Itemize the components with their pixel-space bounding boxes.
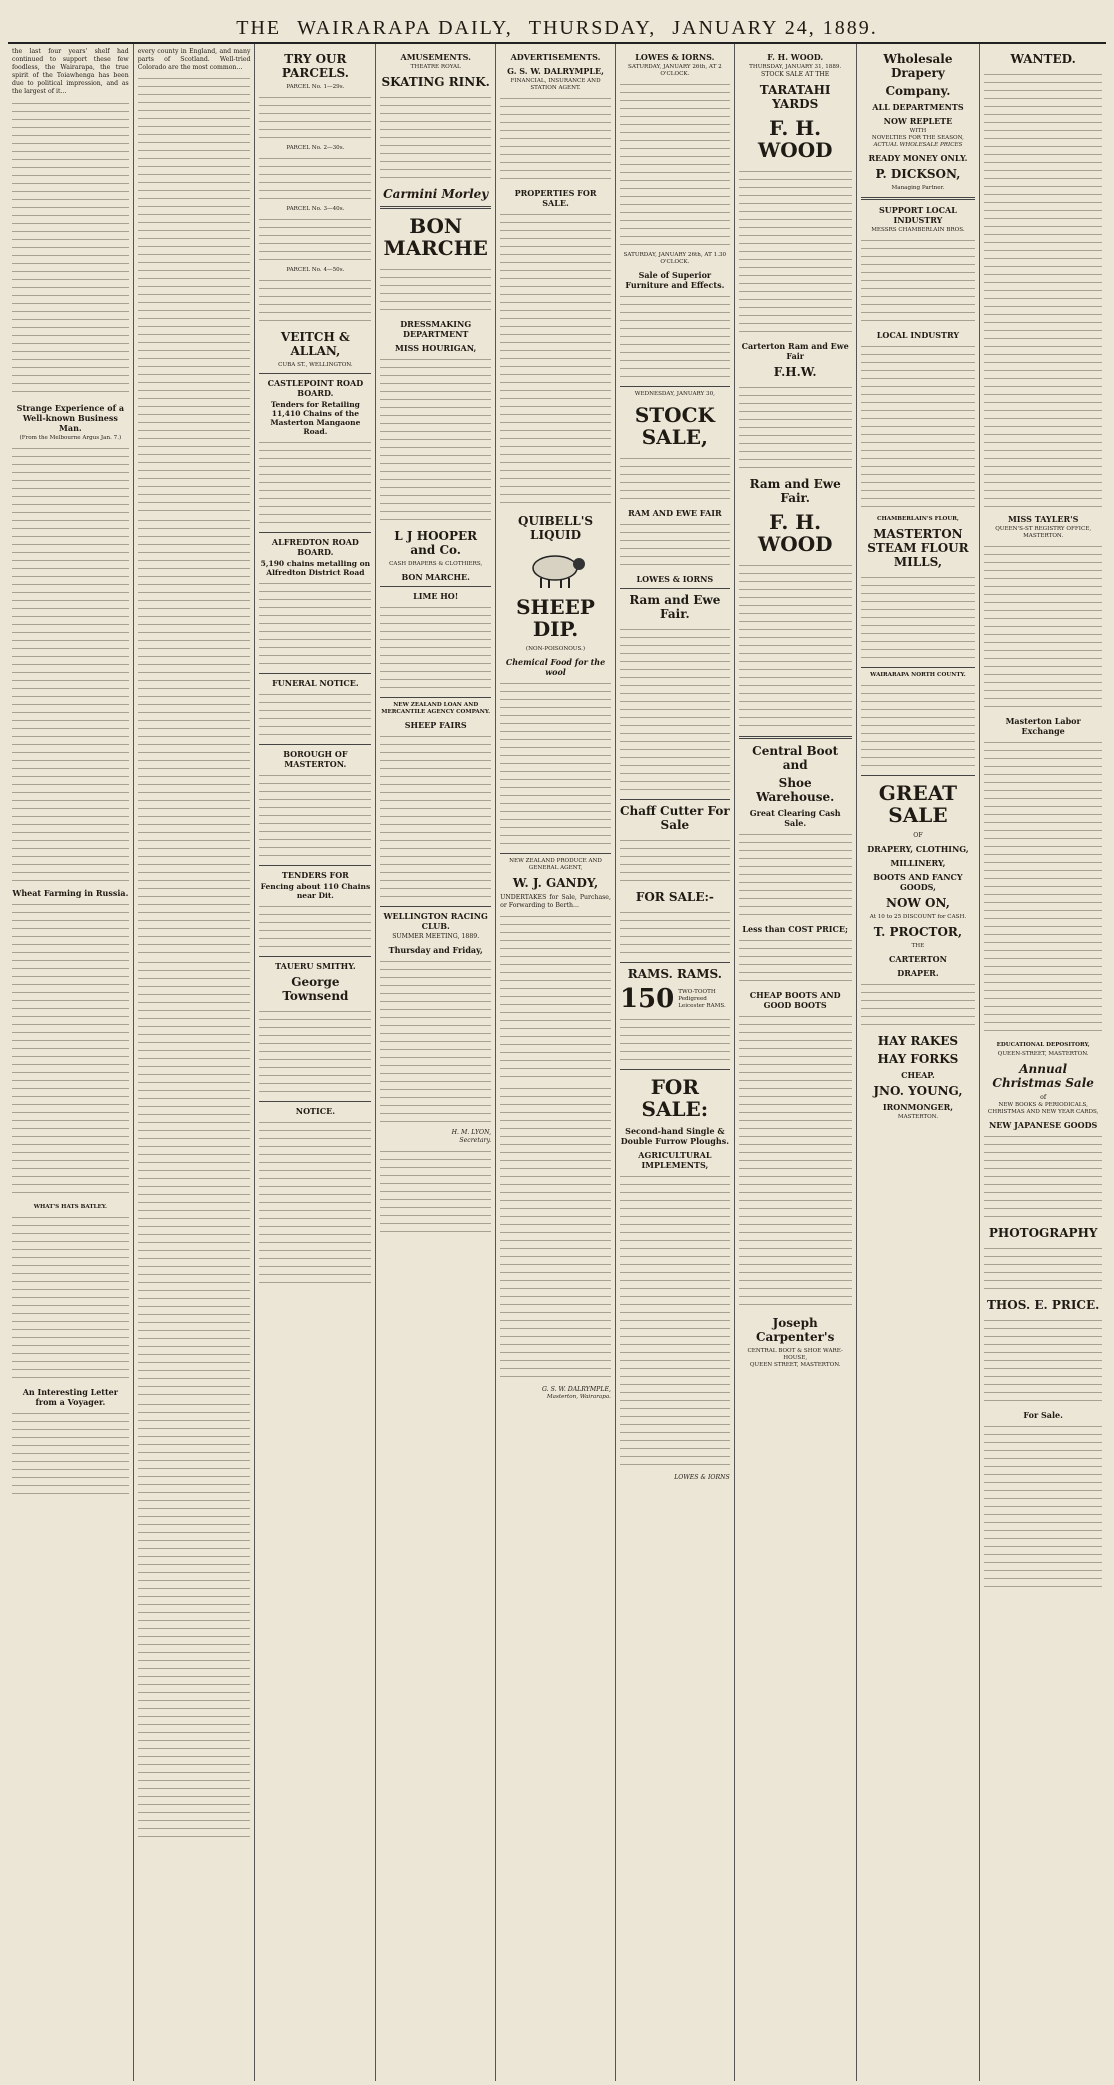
column-9 (980, 44, 1106, 2081)
merchant-trade: IRONMONGER, (882, 1102, 954, 1113)
notice-headline: FUNERAL NOTICE. (272, 678, 359, 688)
tender-title: Tenders for Retailing 11,410 Chains of the Masterton Mangaone Road. (270, 400, 361, 436)
sale-title: FOR SALE:- (635, 890, 714, 904)
article-body (138, 1400, 251, 1840)
classified-listings (984, 1316, 1102, 1406)
ad-body (739, 383, 852, 473)
ad-body (620, 908, 730, 958)
signature: H. M. LYON, (451, 1129, 492, 1137)
ad-line: NEW JAPANESE GOODS (988, 1120, 1098, 1131)
agent-sub: FINANCIAL, INSURANCE AND STATION AGENT. (510, 78, 601, 91)
signature: LOWES & IORNS (674, 1474, 730, 1481)
ad-line: of (1040, 1094, 1047, 1101)
product-note: (NON-POISONOUS.) (525, 646, 586, 652)
parcel-title: PARCEL No. 2—30s. (286, 145, 345, 151)
ad-headline: LOCAL INDUSTRY (876, 330, 960, 340)
rams-count: 150 (619, 984, 675, 1014)
ad-body (380, 732, 491, 902)
ad-body (620, 520, 730, 570)
intro-text: every county in England, and many parts of Scotland. Well-tried Colorado are the most common... (137, 48, 251, 72)
parcel-title: PARCEL No. 4—50s. (286, 267, 345, 273)
rink-title: SKATING RINK. (381, 75, 490, 89)
sale-title: GREAT SALE (878, 781, 958, 827)
person-name: MISS HOURIGAN, (395, 343, 477, 353)
ad-line: BOOTS AND FANCY GOODS, (873, 872, 963, 893)
department-title: DRESSMAKING DEPARTMENT (400, 319, 472, 339)
ad-body (620, 454, 730, 504)
ad-body (984, 1132, 1102, 1222)
sale-title: Chaff Cutter For Sale (619, 804, 730, 832)
article-body (138, 516, 251, 956)
ad-body (739, 1012, 852, 1312)
ad-line: NOW ON, (885, 896, 950, 911)
ad-line: ALL DEPARTMENTS (872, 102, 964, 112)
notice-headline: BOROUGH OF MASTERTON. (283, 749, 348, 769)
fair-title: RAM AND EWE FAIR (628, 508, 722, 518)
notice-headline: CASTLEPOINT ROAD BOARD. (267, 378, 364, 398)
sale-title: RAMS. RAMS. (627, 967, 722, 981)
firm-name: VEITCH & ALLAN, (280, 330, 350, 358)
ad-body (380, 265, 491, 315)
initials: F.H.W. (773, 365, 817, 380)
ad-headline: PHOTOGRAPHY (988, 1226, 1098, 1241)
column-6 (616, 44, 735, 2081)
product-title: SHEEP DIP. (516, 595, 595, 641)
company-name: Wholesale Drapery (883, 52, 953, 80)
ad-body (380, 603, 491, 693)
masthead-day: THURSDAY, (528, 17, 657, 39)
ad-body (861, 342, 976, 512)
ad-headline: SHEEP FAIRS (404, 720, 467, 730)
section-headline: For Sale. (1023, 1410, 1063, 1421)
store-name-2: Shoe Warehouse. (756, 776, 835, 805)
ad-line: MILLINERY, (890, 858, 946, 869)
smith-name: George Townsend (282, 975, 349, 1003)
sale-title: STOCK SALE, (634, 403, 715, 449)
ad-body (861, 236, 976, 326)
sale-date: SATURDAY, JANUARY 26th, AT 1.30 O'CLOCK. (623, 252, 727, 265)
ad-headline: SUPPORT LOCAL INDUSTRY (879, 205, 957, 225)
parcel-contents (259, 154, 371, 204)
ad-body (620, 836, 730, 886)
ad-line: CARTERTON (889, 954, 947, 965)
agent-name: W. J. GANDY, (512, 876, 599, 890)
boots-line: CHEAP BOOTS AND GOOD BOOTS (749, 990, 841, 1011)
product-name: HAY RAKES (877, 1034, 959, 1049)
classified-listings (984, 1422, 1102, 1592)
classified-listings (984, 738, 1102, 1038)
section-headline: AMUSEMENTS. (400, 52, 471, 62)
sale-subtitle: Second-hand Single & Double Furrow Ploughs. (620, 1126, 729, 1146)
fair-title: Ram and Ewe Fair. (629, 593, 721, 621)
store-name: Central Boot and (752, 744, 839, 773)
firm-sub: CASH DRAPERS & CLOTHIERS, (389, 561, 483, 567)
ad-body (380, 1147, 491, 1237)
signature-place: Masterton, Wairarapa. (546, 1394, 611, 1401)
discount-line: At 10 to 25 DISCOUNT for CASH. (869, 914, 967, 921)
column-7 (735, 44, 857, 2081)
sale-date: THURSDAY, JANUARY 31, 1889. (749, 64, 842, 70)
article-body (138, 74, 251, 514)
notice-body (259, 1118, 371, 1288)
auctioneer-name: F. H. WOOD (757, 510, 833, 557)
ad-headline: TRY OUR PARCELS. (281, 52, 349, 80)
sale-date: SATURDAY, JANUARY 26th, AT 2 O'CLOCK. (628, 64, 722, 77)
notice-headline: TAUERU SMITHY. (275, 961, 356, 971)
sale-title: STOCK SALE AT THE (761, 71, 830, 78)
ad-line: CHEAP. (901, 1070, 935, 1081)
ad-line: DRAPER. (897, 968, 939, 979)
depository-address: QUEEN-STREET, MASTERTON. (997, 1051, 1089, 1057)
store-name: BON MARCHE. (401, 572, 470, 582)
performer-name: Carmini Morley (383, 187, 489, 201)
ad-body (620, 1172, 730, 1472)
rams-desc: TWO-TOOTH Pedigreed Leicester RAMS. (678, 988, 726, 1009)
ad-body (380, 93, 491, 183)
ad-line: WITH (909, 128, 927, 134)
notice-headline: NOTICE. (295, 1106, 335, 1116)
store-line: CENTRAL BOOT & SHOE WARE-HOUSE, (747, 1348, 843, 1362)
ad-body (500, 912, 611, 1082)
notice-body (259, 579, 371, 669)
ad-line: NOW REPLETE (883, 116, 953, 126)
article-dateline: (From the Melbourne Argus Jan. 7.) (19, 434, 122, 441)
product-name: HAY FORKS (877, 1052, 959, 1067)
company-name-2: Company. (885, 84, 951, 98)
firm-name: L J HOOPER and Co. (394, 529, 478, 557)
tender-title: 5,190 chains metalling on Alfredton District Road (260, 559, 371, 577)
exchange-name: Masterton Labor Exchange (1005, 716, 1081, 736)
ad-body (739, 830, 852, 920)
fair-title: Ram and Ewe Fair. (749, 477, 841, 506)
classified-listings (984, 70, 1102, 510)
fair-title: Carterton Ram and Ewe Fair (741, 341, 849, 362)
product-tagline: Chemical Food for the wool (505, 657, 606, 677)
masthead-title: WAIRARAPA DAILY, (297, 17, 513, 39)
article-body (12, 1213, 129, 1383)
depository-name: EDUCATIONAL DEPOSITORY, (996, 1042, 1090, 1048)
masthead-date: JANUARY 24, 1889. (672, 17, 878, 39)
sale-subtitle: AGRICULTURAL IMPLEMENTS, (638, 1150, 712, 1170)
column-3 (255, 44, 376, 2081)
article-body (12, 900, 129, 1200)
agent-sub: NEW ZEALAND PRODUCE AND GENERAL AGENT, (509, 858, 602, 871)
sale-title: FOR SALE: (641, 1075, 709, 1121)
registry-address: QUEEN'S-ST REGISTRY OFFICE, MASTERTON. (995, 526, 1092, 539)
signature-title: Secretary. (459, 1137, 492, 1145)
tender-title: Fencing about 110 Chains near Dit. (260, 882, 371, 900)
signature: G. S. W. DALRYMPLE, (541, 1386, 611, 1394)
registry-name: MISS TAYLER'S (1007, 514, 1079, 524)
column-4 (376, 44, 496, 2081)
parcel-title: PARCEL No. 1—29s. (286, 84, 345, 90)
column-1 (8, 44, 134, 2081)
notice-body (259, 902, 371, 952)
notice-body (861, 681, 976, 771)
article-body (12, 444, 129, 884)
sale-title: Sale of Superior Furniture and Effects. (625, 270, 725, 290)
ad-body (620, 292, 730, 382)
masthead (8, 0, 1106, 44)
photographer-name: THOS. E. PRICE. (987, 1298, 1100, 1313)
price-line: Less than COST PRICE; (742, 924, 848, 935)
classified-listings (984, 542, 1102, 712)
columns (8, 44, 1106, 2081)
company-name: NEW ZEALAND LOAN AND MERCANTILE AGENCY COMPANY. (381, 702, 491, 715)
ad-line: DRAPERY, CLOTHING, (867, 844, 969, 855)
agent-text: UNDERTAKES for Sale, Purchase, or Forwarding to Berth... (500, 894, 611, 910)
article-body (12, 1409, 129, 1499)
parcel-contents (259, 276, 371, 326)
ad-line: THE (911, 943, 925, 950)
ad-body (861, 980, 976, 1030)
store-address: QUEEN STREET, MASTERTON. (749, 1362, 841, 1369)
product-name: CHAMBERLAIN'S FLOUR, (877, 516, 959, 522)
store-name: BON MARCHE (383, 214, 488, 260)
ad-body (861, 573, 976, 663)
ad-body (380, 355, 491, 525)
parcel-title: PARCEL No. 3—40s. (286, 206, 345, 212)
auctioneer-name: LOWES & IORNS (636, 574, 714, 584)
article-headline: Wheat Farming in Russia. (12, 887, 129, 898)
parcel-contents (259, 93, 371, 143)
ad-body (620, 1015, 730, 1065)
yards-name: TARATAHI YARDS (759, 83, 831, 112)
meeting-title: SUMMER MEETING, 1889. (392, 933, 480, 940)
ad-line: NEW BOOKS & PERIODICALS, CHRISTMAS AND NEW YEAR CARDS, (987, 1102, 1099, 1116)
ad-body (984, 1244, 1102, 1294)
article-headline: Strange Experience of a Well-known Business Man. (16, 402, 125, 433)
auctioneer-name: LOWES & IORNS. (635, 52, 715, 62)
partner-name: P. DICKSON, (875, 167, 961, 181)
article-headline: An Interesting Letter from a Voyager. (22, 1386, 118, 1407)
ad-body (739, 167, 852, 337)
sale-date: WEDNESDAY, JANUARY 30, (634, 391, 715, 397)
ad-line: OF (913, 832, 923, 839)
ad-body (500, 94, 611, 184)
proprietor-name: Joseph Carpenter's (756, 1316, 835, 1345)
product-name: QUIBELL'S LIQUID (518, 514, 594, 542)
notice-body (259, 771, 371, 861)
parcel-contents (259, 215, 371, 265)
ad-headline: LIME HO! (413, 591, 459, 601)
property-listing (500, 1084, 611, 1384)
firm-address: CUBA ST., WELLINGTON. (278, 362, 353, 368)
section-headline: WANTED. (1010, 52, 1076, 66)
column-8 (857, 44, 981, 2081)
agent-name: G. S. W. DALRYMPLE, (507, 66, 604, 76)
ad-body (620, 625, 730, 795)
ad-body (380, 957, 491, 1127)
venue: THEATRE ROYAL (410, 64, 461, 70)
mill-name: MASTERTON STEAM FLOUR MILLS, (867, 527, 969, 569)
merchant-name: JNO. YOUNG, (873, 1084, 963, 1099)
ad-body (739, 561, 852, 731)
ad-body (620, 80, 730, 250)
section-headline: ADVERTISEMENTS. (510, 52, 601, 62)
ad-body (500, 679, 611, 849)
column-2 (134, 44, 256, 2081)
sale-title: Great Clearing Cash Sale. (749, 808, 841, 829)
ad-line: READY MONEY ONLY. (868, 153, 968, 163)
listing-title: PROPERTIES FOR SALE. (514, 188, 597, 208)
sale-title: Annual Christmas Sale (992, 1062, 1094, 1090)
article-headline: WHAT'S HATS BATLEY. (33, 1203, 107, 1210)
sheep-illustration (521, 546, 591, 590)
rams-row (620, 985, 730, 1013)
draper-name: T. PROCTOR, (873, 925, 963, 940)
notice-headline: TENDERS FOR (281, 870, 349, 880)
auctioneer-name: F. H. WOOD. (767, 52, 824, 62)
notice-body (259, 438, 371, 528)
ad-line: NOVELTIES FOR THE SEASON, (871, 135, 964, 141)
ad-body (739, 936, 852, 986)
notice-headline: ALFREDTON ROAD BOARD. (271, 537, 359, 557)
intro-text: the last four years' shelf had continued to support these few foodless, the Wairarapa, the true spirit of the Toiawhenga has been due to political impression, and as the largest of it... (12, 48, 129, 96)
partner-title: Managing Partner. (891, 185, 945, 191)
notice-headline: WAIRARAPA NORTH COUNTY. (870, 672, 966, 678)
ad-line: ACTUAL WHOLESALE PRICES (873, 142, 963, 148)
article-body (138, 958, 251, 1398)
column-5 (496, 44, 616, 2081)
merchant-place: MASTERTON. (897, 1114, 939, 1121)
club-name: WELLINGTON RACING CLUB. (383, 911, 488, 931)
article-body (12, 99, 129, 399)
notice-body (259, 1007, 371, 1097)
property-listing (500, 210, 611, 510)
auctioneer-name: F. H. WOOD (757, 116, 833, 163)
notice-body (259, 690, 371, 740)
masthead-the: THE (236, 17, 282, 39)
firm-name: MESSRS CHAMBERLAIN BROS. (871, 227, 965, 233)
meeting-days: Thursday and Friday, (388, 945, 483, 956)
